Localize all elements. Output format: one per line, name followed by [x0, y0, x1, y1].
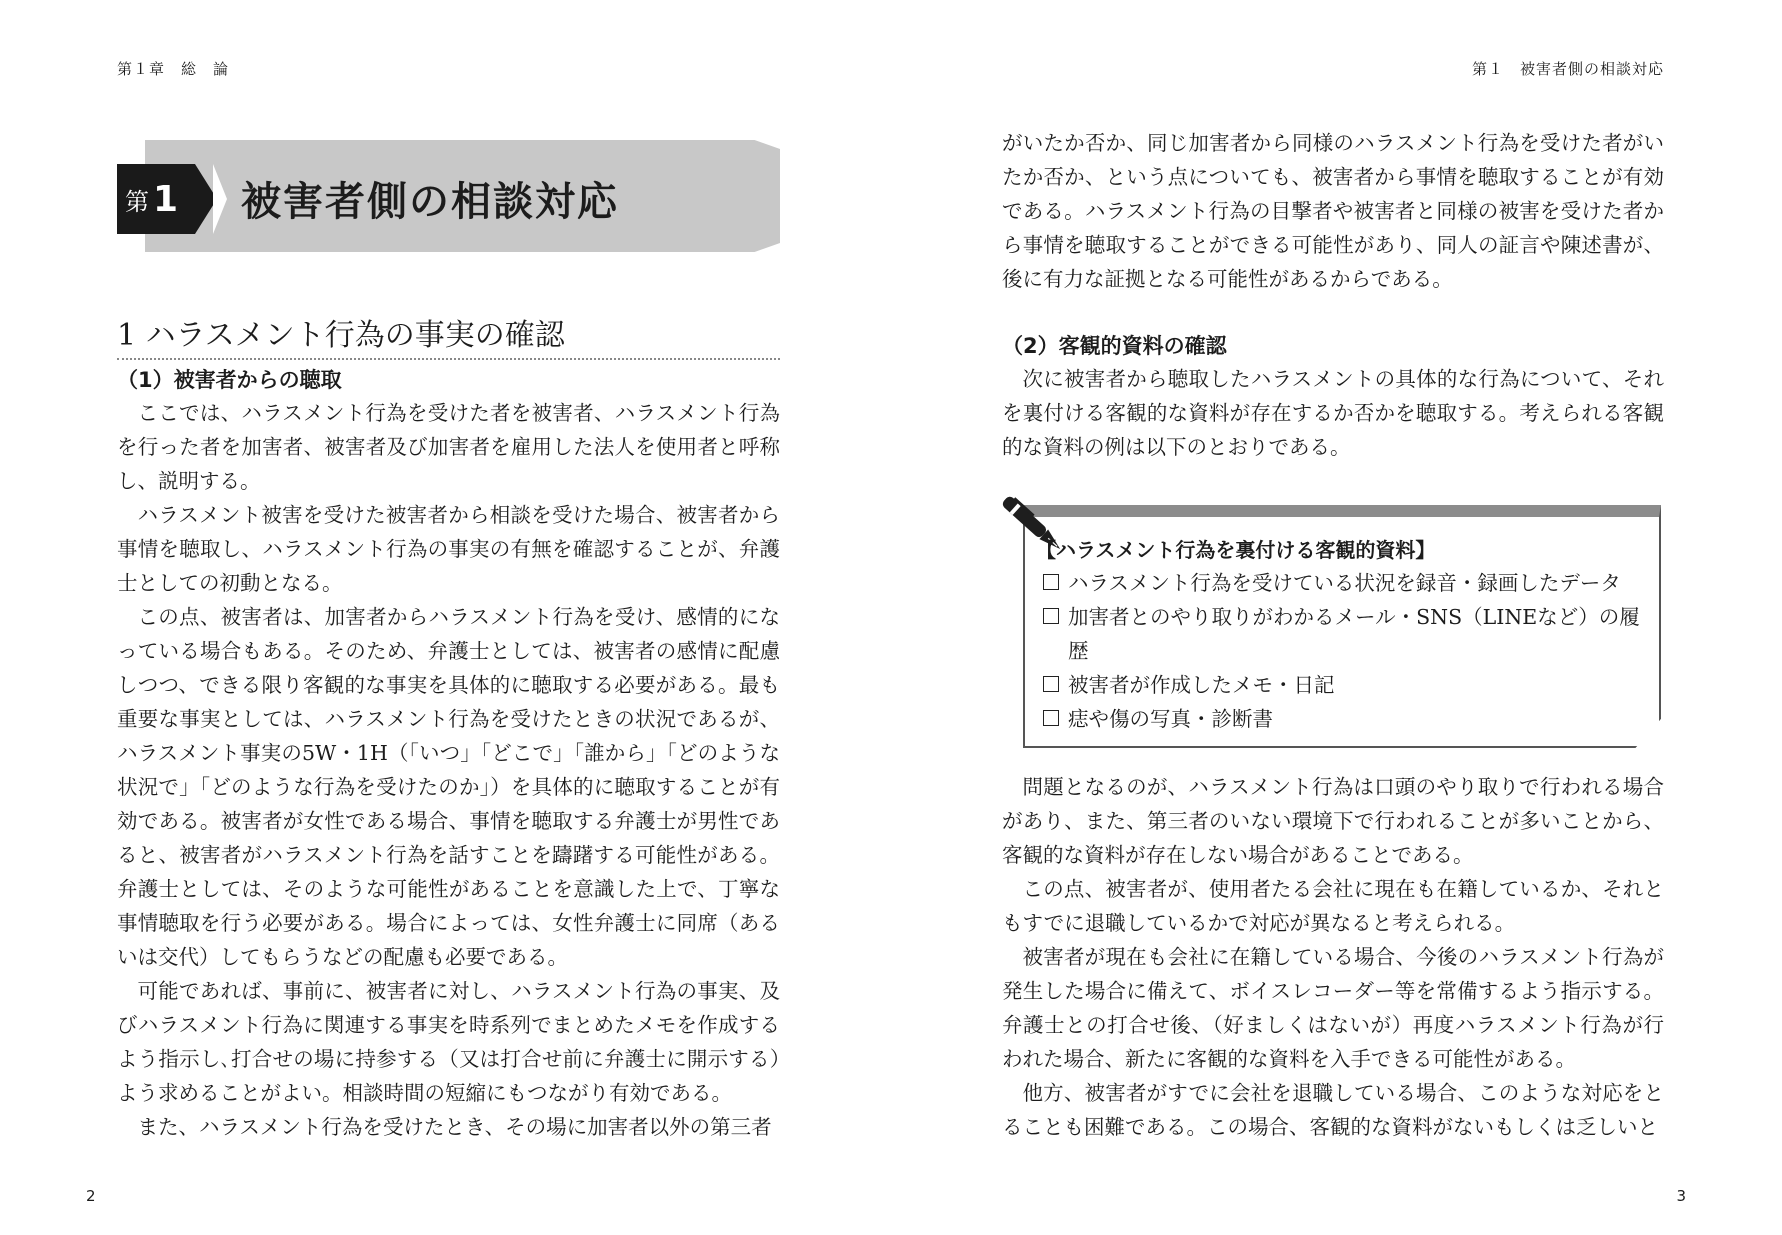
continuation-paragraph: がいたか否か、同じ加害者から同様のハラスメント行為を受けた者がいたか否か、という点についても、被害者から事情を聴取することが有効である。ハラスメント行為の目撃者や被害者と同様の被害を受けた者から事情を聴取することができる可能性があり、同人の証言や陳述書が、後に有力な証拠となる可能性があるからである。	[1002, 131, 1664, 291]
chapter-banner	[117, 140, 780, 252]
chapter-label: 第	[125, 187, 149, 216]
checkbox-icon	[1043, 574, 1059, 590]
right-intro-text	[1002, 362, 1664, 464]
evidence-item-label: ハラスメント行為を受けている状況を録音・録画したデータ	[1068, 571, 1621, 595]
evidence-item	[1043, 566, 1653, 600]
right-running-head: 第１ 被害者側の相談対応	[1471, 60, 1664, 78]
evidence-list	[1043, 566, 1653, 736]
intro-paragraph: 次に被害者から聴取したハラスメントの具体的な行為について、それを裏付ける客観的な資料が存在するか否かを聴取する。考えられる客観的な資料の例は以下のとおりである。	[1002, 367, 1664, 459]
left-running-head: 第１章 総 論	[117, 60, 230, 78]
right-continuation-text	[1002, 126, 1664, 296]
chapter-title: 被害者側の相談対応	[241, 178, 619, 225]
evidence-item	[1043, 668, 1653, 702]
evidence-item-label: 加害者とのやり取りがわかるメール・SNS（LINEなど）の履歴	[1068, 605, 1640, 663]
checkbox-icon	[1043, 608, 1059, 624]
left-paragraph: また、ハラスメント行為を受けたとき、その場に加害者以外の第三者	[137, 1115, 772, 1139]
right-paragraph: 問題となるのが、ハラスメント行為は口頭のやり取りで行われる場合があり、また、第三者のいない環境下で行われることが多いことから、客観的な資料が存在しない場合があることである。	[1002, 775, 1664, 867]
evidence-item-label: 被害者が作成したメモ・日記	[1068, 673, 1335, 697]
section-heading: 1 ハラスメント行為の事実の確認	[117, 310, 780, 360]
evidence-box-title: 【ハラスメント行為を裏付ける客観的資料】	[1036, 538, 1436, 562]
chapter-arrow-gap	[213, 164, 227, 234]
left-paragraph: この点、被害者は、加害者からハラスメント行為を受け、感情的になっている場合もある。そのため、弁護士としては、被害者の感情に配慮しつつ、できる限り客観的な事実を具体的に聴取する必要がある。最も重要な事実としては、ハラスメント行為を受けたときの状況であるが、ハラスメント事実の5W・1H（「いつ」「どこで」「誰から」「どのような状況で」「どのような行為を受けたのか」）を具体的に聴取することが有効である。被害者が女性である場合、事情を聴取する弁護士が男性であると、被害者がハラスメント行為を話すことを躊躇する可能性がある。弁護士としては、そのような可能性があることを意識した上で、丁寧な事情聴取を行う必要がある。場合によっては、女性弁護士に同席（あるいは交代）してもらうなどの配慮も必要である。	[117, 605, 780, 969]
checkbox-icon	[1043, 710, 1059, 726]
left-page-number: 2	[86, 1187, 96, 1205]
evidence-item	[1043, 600, 1653, 668]
left-paragraph: ここでは、ハラスメント行為を受けた者を被害者、ハラスメント行為を行った者を加害者、被害者及び加害者を雇用した法人を使用者と呼称し、説明する。	[117, 401, 780, 493]
right-paragraph: 被害者が現在も会社に在籍している場合、今後のハラスメント行為が発生した場合に備えて、ボイスレコーダー等を常備するよう指示する。弁護士との打合せ後、（好ましくはないが）再度ハラスメント行為が行われた場合、新たに客観的な資料を入手できる可能性がある。	[1002, 945, 1664, 1071]
evidence-item	[1043, 702, 1653, 736]
chapter-number-box	[117, 164, 195, 234]
right-page-number: 3	[1676, 1187, 1686, 1205]
left-body-text	[117, 396, 780, 1144]
left-paragraph: ハラスメント被害を受けた被害者から相談を受けた場合、被害者から事情を聴取し、ハラスメント行為の事実の有無を確認することが、弁護士としての初動となる。	[117, 503, 780, 595]
chapter-number: 1	[153, 178, 179, 220]
right-paragraph: この点、被害者が、使用者たる会社に現在も在籍しているか、それともすでに退職しているかで対応が異なると考えられる。	[1002, 877, 1664, 935]
evidence-item-label: 痣や傷の写真・診断書	[1068, 707, 1273, 731]
subsection-heading-2: （2）客観的資料の確認	[1002, 334, 1227, 358]
checkbox-icon	[1043, 676, 1059, 692]
subsection-heading-1: （1）被害者からの聴取	[117, 368, 342, 392]
left-paragraph: 可能であれば、事前に、被害者に対し、ハラスメント行為の事実、及びハラスメント行為に関連する事実を時系列でまとめたメモを作成するよう指示し､打合せの場に持参する（又は打合せ前に弁護士に開示する）よう求めることがよい。相談時間の短縮にもつながり有効である。	[117, 979, 780, 1105]
right-body-text	[1002, 770, 1664, 1144]
right-paragraph: 他方、被害者がすでに会社を退職している場合、このような対応をとることも困難である。この場合、客観的な資料がないもしくは乏しいと	[1002, 1081, 1664, 1139]
